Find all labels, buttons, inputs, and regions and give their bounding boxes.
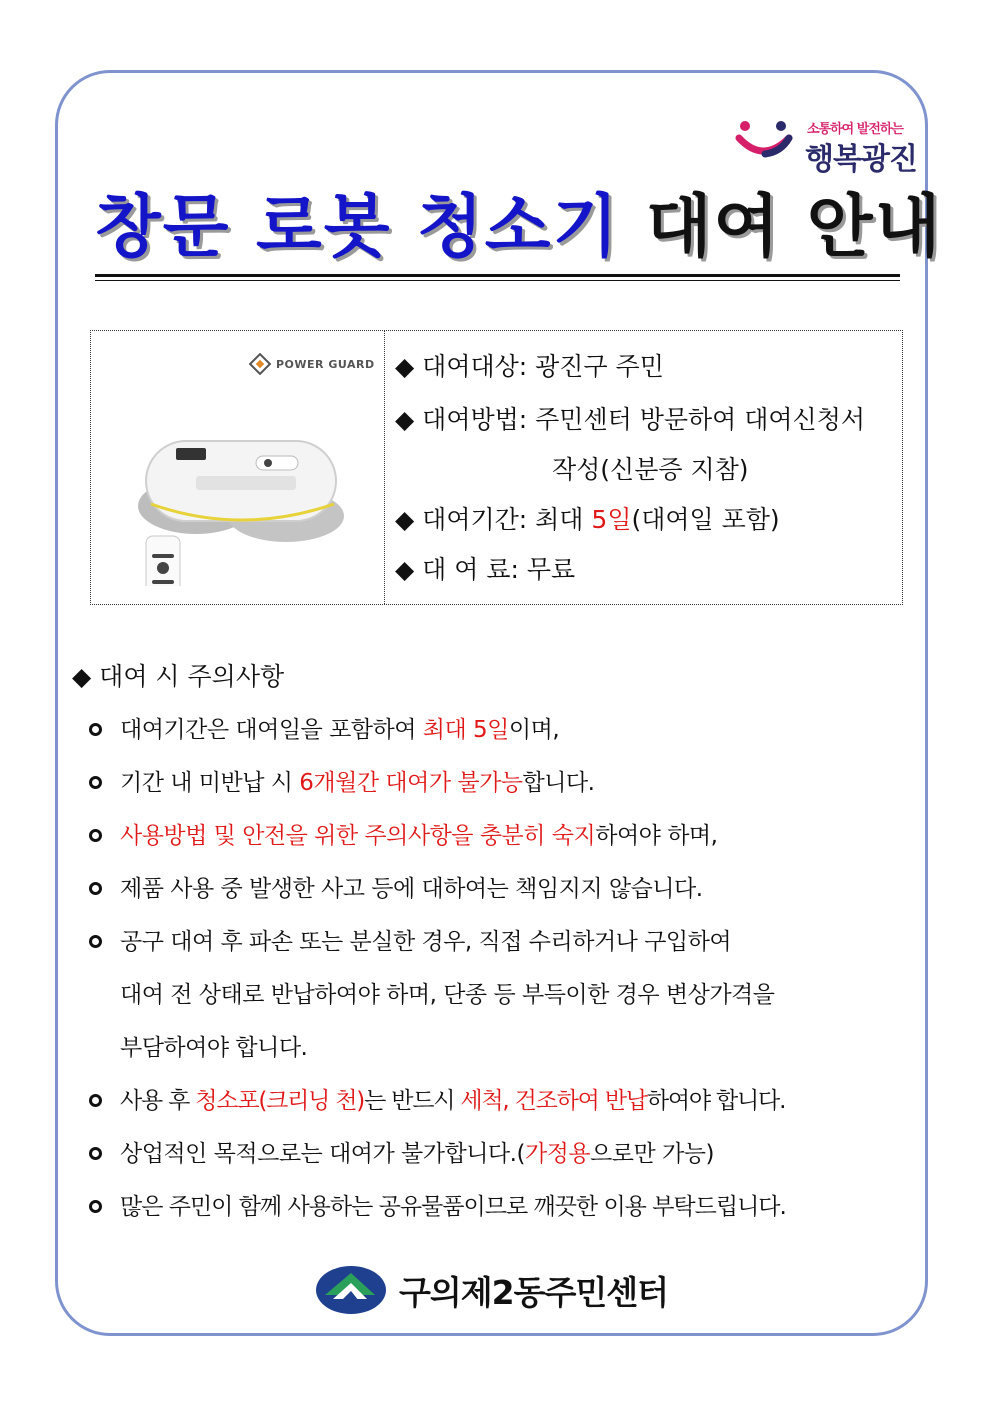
- title-underline: [95, 274, 900, 277]
- note-6-highlight-2: 세척, 건조하여 반납: [460, 1088, 647, 1114]
- power-guard-icon: [249, 353, 271, 375]
- note-5-line-1: 공구 대여 후 파손 또는 분실한 경우, 직접 수리하거나 구입하여: [120, 929, 732, 955]
- spec-period-label: ◆ 대여기간:: [395, 505, 528, 534]
- note-3: [120, 821, 717, 851]
- note-bullet: [89, 723, 102, 736]
- note-bullet: [89, 1147, 102, 1160]
- note-bullet: [89, 1200, 102, 1213]
- spec-fee: [395, 555, 575, 585]
- note-4: 제품 사용 중 발생한 사고 등에 대하여는 책임지지 않습니다.: [120, 876, 703, 902]
- spec-fee-label: ◆ 대 여 료:: [395, 555, 519, 584]
- note-2-tail: 합니다.: [522, 770, 595, 796]
- note-6: [120, 1086, 785, 1116]
- note-1: [120, 715, 559, 745]
- spec-period-post: (대여일 포함): [631, 505, 780, 534]
- smile-logo-icon: [735, 116, 803, 166]
- brand-tagline: 소통하여 발전하는: [807, 122, 903, 137]
- note-6-text: 사용 후: [120, 1088, 196, 1114]
- spec-period-highlight: 5일: [591, 505, 632, 534]
- title-part-black: 대여 안내: [645, 188, 943, 267]
- note-8: 많은 주민이 함께 사용하는 공유물품이므로 깨끗한 이용 부탁드립니다.: [120, 1194, 786, 1220]
- spec-target-label: ◆ 대여대상:: [395, 352, 528, 381]
- window-robot-image: [136, 386, 346, 586]
- note-5-line-3: 부담하여야 합니다.: [120, 1035, 308, 1061]
- title-part-blue: 창문 로봇 청소기: [95, 188, 621, 267]
- footer: [315, 1265, 668, 1315]
- note-3-highlight: 사용방법 및 안전을 위한 주의사항을 충분히 숙지: [120, 823, 596, 849]
- spec-method-label: ◆ 대여방법:: [395, 405, 528, 434]
- title-underline-thin: [95, 280, 900, 281]
- note-7-highlight: 가정용: [524, 1141, 591, 1167]
- brand-name: 행복광진: [805, 142, 917, 177]
- spec-method-cont: 작성(신분증 지참): [552, 455, 749, 484]
- info-box-divider: [384, 331, 385, 604]
- page-title: [95, 188, 943, 268]
- note-bullet: [89, 882, 102, 895]
- note-7: [120, 1139, 714, 1169]
- district-emblem-icon: [315, 1265, 387, 1315]
- note-bullet: [89, 1094, 102, 1107]
- note-5-line-2: 대여 전 상태로 반납하여야 하며, 단종 등 부득이한 경우 변상가격을: [120, 982, 775, 1008]
- note-bullet: [89, 776, 102, 789]
- spec-fee-value: 무료: [526, 555, 576, 584]
- note-bullet: [89, 829, 102, 842]
- note-2: [120, 768, 594, 798]
- spec-target: [395, 352, 664, 382]
- note-bullet: [89, 935, 102, 948]
- notes-heading: ◆ 대여 시 주의사항: [72, 662, 285, 691]
- spec-target-value: 광진구 주민: [535, 352, 664, 381]
- note-1-text: 대여기간은 대여일을 포함하여: [120, 717, 423, 743]
- spec-period: [395, 505, 780, 535]
- brand-logo: [735, 116, 917, 177]
- note-6-mid: 는 반드시: [364, 1088, 461, 1114]
- note-6-highlight-1: 청소포(크리닝 천): [195, 1088, 365, 1114]
- note-1-tail: 이며,: [508, 717, 560, 743]
- spec-period-pre: 최대: [535, 505, 584, 534]
- footer-org-name: 구의제2동주민센터: [399, 1272, 668, 1312]
- note-2-text: 기간 내 미반납 시: [120, 770, 300, 796]
- note-3-tail: 하여야 하며,: [595, 823, 718, 849]
- spec-method-value: 주민센터 방문하여 대여신청서: [535, 405, 866, 434]
- note-7-tail: 으로만 가능): [590, 1141, 714, 1167]
- note-2-highlight: 6개월간 대여가 불가능: [299, 770, 523, 796]
- spec-method: [395, 405, 865, 435]
- power-guard-text: POWER GUARD: [276, 357, 375, 371]
- power-guard-logo: [249, 353, 375, 375]
- note-7-text: 상업적인 목적으로는 대여가 불가합니다.(: [120, 1141, 525, 1167]
- note-6-tail: 하여야 합니다.: [646, 1088, 786, 1114]
- note-1-highlight: 최대 5일: [422, 717, 509, 743]
